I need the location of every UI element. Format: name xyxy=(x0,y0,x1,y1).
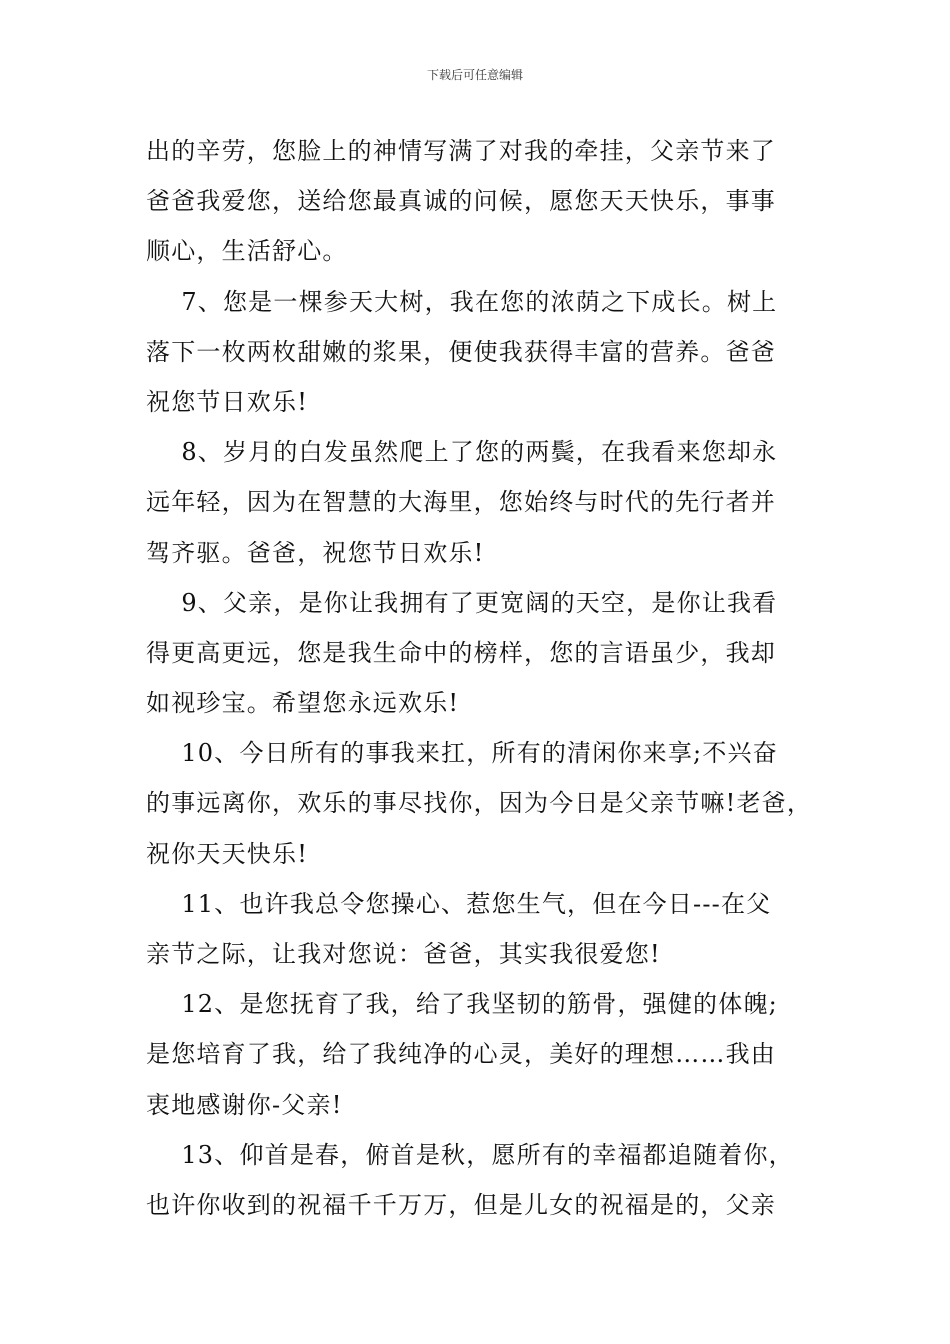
text-line: 的事远离你，欢乐的事尽找你，因为今日是父亲节嘛!老爸， xyxy=(146,789,813,818)
document-body xyxy=(146,126,814,1230)
text-line: 如视珍宝。希望您永远欢乐! xyxy=(146,689,460,718)
text-line: 11、也许我总令您操心、惹您生气，但在今日---在父 xyxy=(146,889,772,918)
text-line: 爸爸我爱您，送给您最真诚的问候，愿您天天快乐，事事 xyxy=(146,187,776,216)
text-line: 出的辛劳，您脸上的神情写满了对我的牵挂，父亲节来了 xyxy=(146,137,776,165)
text-line: 顺心，生活舒心。 xyxy=(146,237,348,266)
text-line: 得更高更远，您是我生命中的榜样，您的言语虽少，我却 xyxy=(146,638,776,667)
text-line: 8、岁月的白发虽然爬上了您的两鬓，在我看来您却永 xyxy=(146,438,778,467)
text-line: 12、是您抚育了我，给了我坚韧的筋骨，强健的体魄; xyxy=(146,990,778,1019)
text-line: 衷地感谢你-父亲! xyxy=(146,1090,343,1119)
text-line: 驾齐驱。爸爸，祝您节日欢乐! xyxy=(146,538,485,567)
text-line: 也许你收到的祝福千千万万，但是儿女的祝福是的，父亲 xyxy=(146,1190,776,1219)
text-line: 远年轻，因为在智慧的大海里，您始终与时代的先行者并 xyxy=(146,488,776,517)
text-line: 祝您节日欢乐! xyxy=(146,387,309,416)
text-line: 祝你天天快乐! xyxy=(146,839,309,868)
text-line: 是您培育了我，给了我纯净的心灵，美好的理想……我由 xyxy=(146,1040,776,1069)
page-header: 下载后可任意编辑 xyxy=(426,68,523,82)
text-line: 13、仰首是春，俯首是秋，愿所有的幸福都追随着你， xyxy=(146,1140,794,1169)
text-line: 10、今日所有的事我来扛，所有的清闲你来享;不兴奋 xyxy=(146,739,778,768)
text-line: 9、父亲，是你让我拥有了更宽阔的天空，是你让我看 xyxy=(146,588,778,617)
text-line: 落下一枚两枚甜嫩的浆果，便使我获得丰富的营养。爸爸 xyxy=(146,337,776,366)
text-line: 亲节之际，让我对您说：爸爸，其实我很爱您! xyxy=(146,940,661,968)
text-line: 7、您是一棵参天大树，我在您的浓荫之下成长。树上 xyxy=(146,287,778,316)
